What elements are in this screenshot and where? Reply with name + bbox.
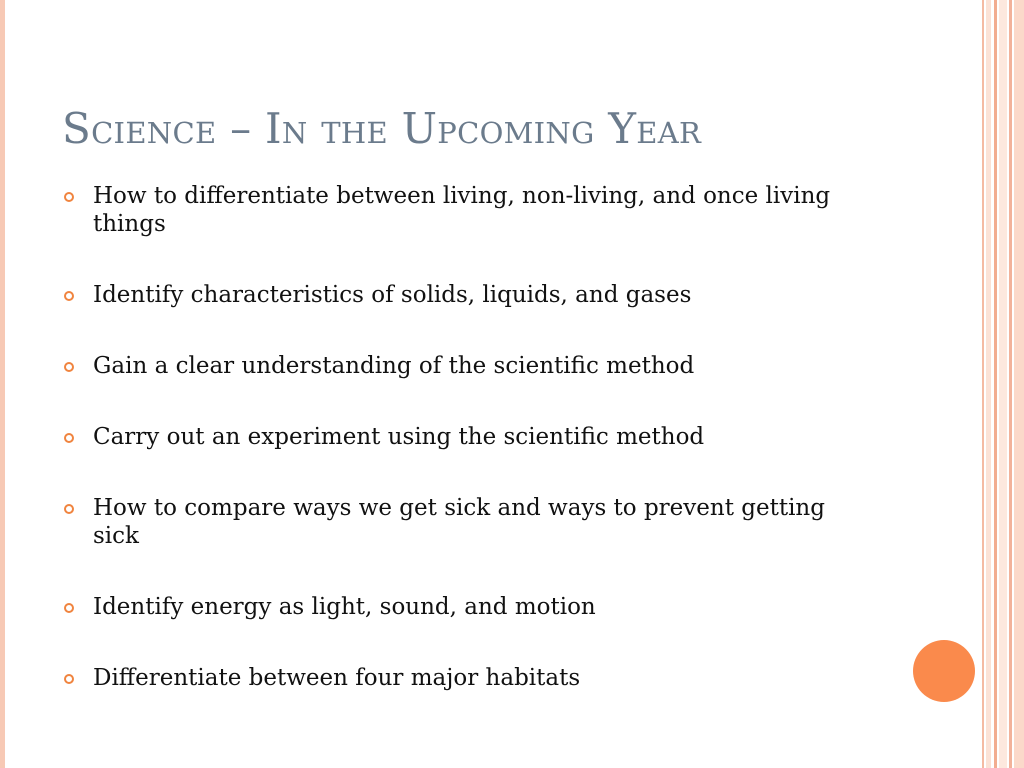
list-item: [64, 281, 864, 309]
stripe: [999, 0, 1007, 768]
right-stripes-decoration: [980, 0, 1024, 768]
bullet-text: Identify energy as light, sound, and motion: [93, 594, 596, 620]
bullet-circle-icon: [64, 192, 74, 202]
list-item: [64, 664, 864, 692]
bullet-circle-icon: [64, 291, 74, 301]
bullet-circle-icon: [64, 504, 74, 514]
stripe: [994, 0, 997, 768]
decorative-orange-circle: [913, 640, 975, 702]
bullet-text: Carry out an experiment using the scientific method: [93, 424, 705, 450]
bullet-circle-icon: [64, 362, 74, 372]
bullet-circle-icon: [64, 433, 74, 443]
left-border-decoration: [0, 0, 5, 768]
bullet-text: How to compare ways we get sick and ways to prevent getting sick: [93, 495, 825, 549]
list-item: [64, 593, 864, 621]
bullet-text: Gain a clear understanding of the scientific method: [93, 353, 695, 379]
stripe: [986, 0, 991, 768]
slide-title: Science – In the Upcoming Year: [62, 104, 702, 153]
list-item: [64, 182, 864, 238]
bullet-text: How to differentiate between living, non-living, and once living things: [93, 183, 831, 237]
bullet-text: Differentiate between four major habitats: [93, 665, 581, 691]
list-item: [64, 494, 864, 550]
list-item: [64, 423, 864, 451]
bullet-circle-icon: [64, 674, 74, 684]
stripe: [1014, 0, 1024, 768]
list-item: [64, 352, 864, 380]
bullet-list: [64, 182, 864, 692]
bullet-circle-icon: [64, 603, 74, 613]
stripe: [982, 0, 984, 768]
bullet-text: Identify characteristics of solids, liquids, and gases: [93, 282, 692, 308]
stripe: [1009, 0, 1012, 768]
